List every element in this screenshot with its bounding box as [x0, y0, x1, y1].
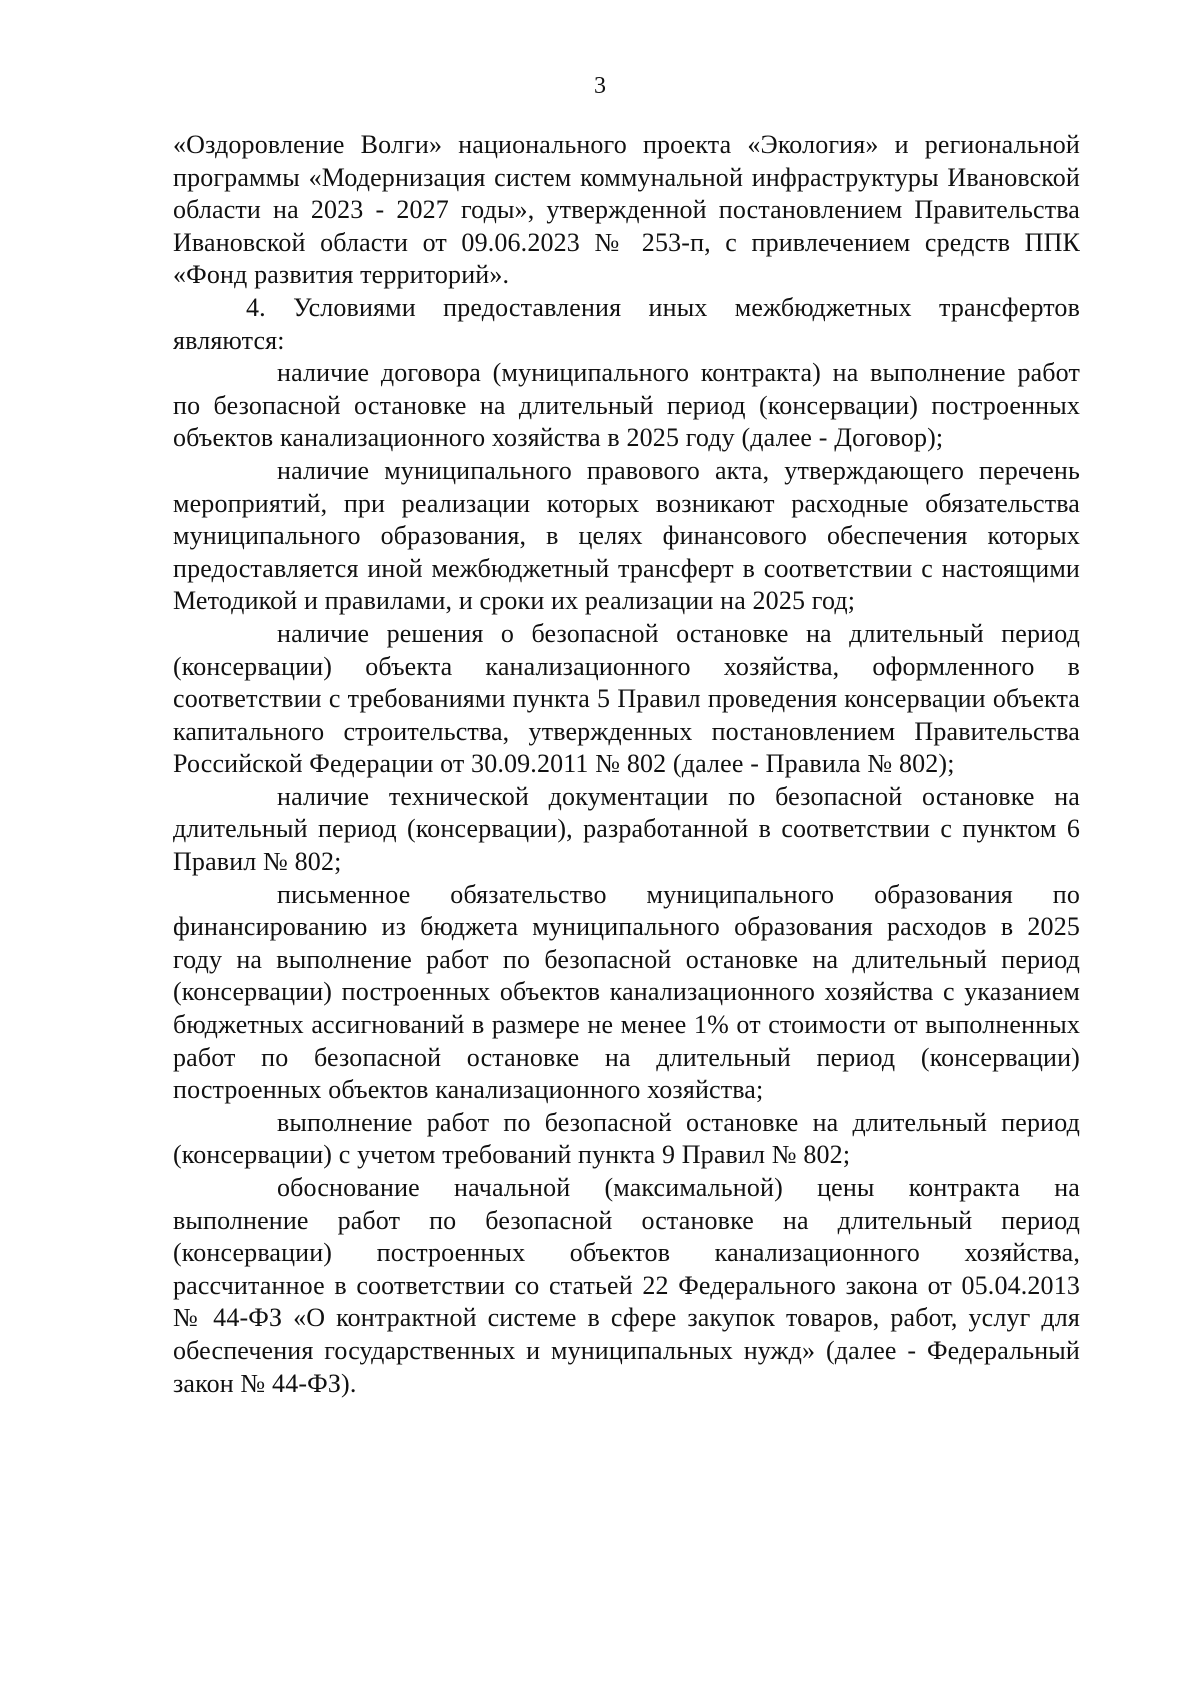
document-body [173, 129, 1080, 1400]
paragraph-condition-contract: наличие договора (муниципального контракта) на выполнение работ по безопасной остановке на длительный период (консервации) построенных объектов канализационного хозяйства в 2025 году (далее - Договор); [173, 358, 1080, 453]
paragraph-conditions-heading: 4. Условиями предоставления иных межбюджетных трансфертов являются: [173, 292, 1080, 355]
paragraph-condition-decision: наличие решения о безопасной остановке на длительный период (консервации) объекта канализационного хозяйства, оформленного в соответствии с требованиями пункта 5 Правил проведения консервации объекта капитального строительства, утвержденных постановлением Правительства Российской Федерации от 30.09.2011 № 802 (далее - Правила № 802); [173, 618, 1080, 779]
paragraph-condition-documentation: наличие технической документации по безопасной остановке на длительный период (консервации), разработанной в соответствии с пунктом 6 Правил № 802; [173, 781, 1080, 877]
paragraph-condition-works: выполнение работ по безопасной остановке на длительный период (консервации) с учетом требований пункта 9 Правил № 802; [173, 1107, 1080, 1170]
paragraph-condition-price: обоснование начальной (максимальной) цены контракта на выполнение работ по безопасной остановке на длительный период (консервации) построенных объектов канализационного хозяйства, рассчитанное в соответствии со статьей 22 Федерального закона от 05.04.2013 № 44-ФЗ «О контрактной системе в сфере закупок товаров, работ, услуг для обеспечения государственных и муниципальных нужд» (далее - Федеральный закон № 44-ФЗ). [173, 1173, 1080, 1398]
paragraph-condition-obligation: письменное обязательство муниципального образования по финансированию из бюджета муниципального образования расходов в 2025 году на выполнение работ по безопасной остановке на длительный период (консервации) построенных объектов канализационного хозяйства с указанием бюджетных ассигнований в размере не менее 1% от стоимости от выполненных работ по безопасной остановке на длительный период (консервации) построенных объектов канализационного хозяйства; [173, 879, 1080, 1105]
paragraph-condition-legal-act: наличие муниципального правового акта, утверждающего перечень мероприятий, при реализации которых возникают расходные обязательства муниципального образования, в целях финансового обеспечения которых предоставляется иной межбюджетный трансферт в соответствии с настоящими Методикой и правилами, и сроки их реализации на 2025 год; [173, 455, 1080, 616]
paragraph-continuation: «Оздоровление Волги» национального проекта «Экология» и региональной программы «Модернизация систем коммунальной инфраструктуры Ивановской области на 2023 - 2027 годы», утвержденной постановлением Правительства Ивановской области от 09.06.2023 № 253-п, с привлечением средств ППК «Фонд развития территорий». [173, 130, 1080, 290]
page-number: 3 [594, 73, 606, 99]
